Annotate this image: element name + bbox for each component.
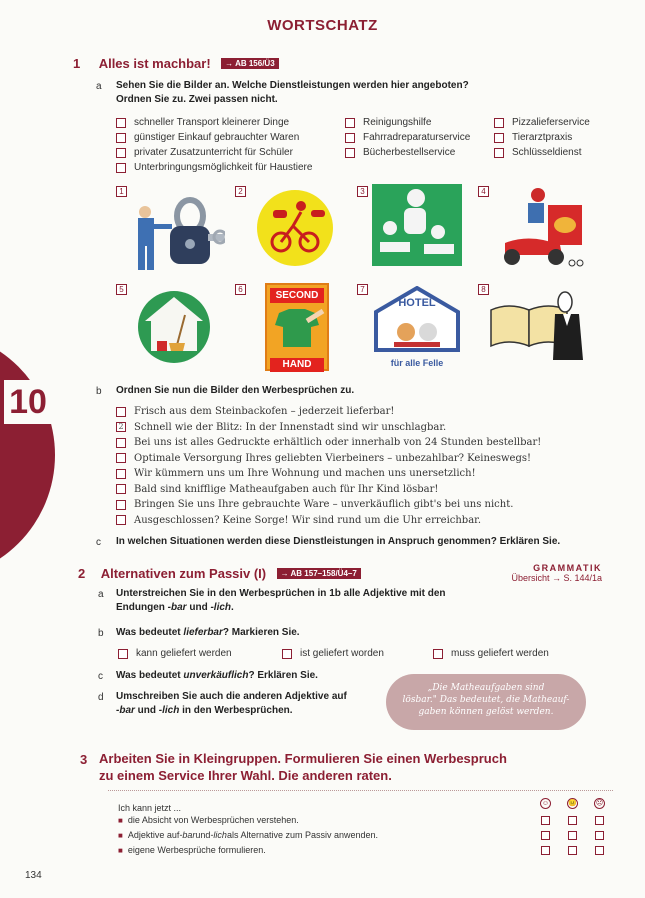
unit-number: 10 xyxy=(4,380,52,424)
self-check-item xyxy=(118,813,299,827)
book-service-illustration xyxy=(487,288,585,360)
text-part: . xyxy=(231,602,234,613)
text-part: und xyxy=(195,830,211,840)
checkbox[interactable] xyxy=(116,118,126,128)
unit-tab-shape xyxy=(0,330,55,580)
rating-checkbox[interactable] xyxy=(568,831,577,840)
grammar-head: GRAMMATIK xyxy=(533,563,602,573)
hotel-label: HOTEL xyxy=(398,297,436,309)
rating-checkbox[interactable] xyxy=(568,846,577,855)
text-part: Was bedeutet xyxy=(116,627,184,638)
keyword: unverkäuflich xyxy=(183,670,249,681)
slogan-text: Bald sind knifflige Matheaufgaben auch für Ihr Kind lösbar! xyxy=(134,483,439,495)
checkbox[interactable] xyxy=(116,133,126,143)
checkbox[interactable] xyxy=(345,133,355,143)
text-part: Adjektive auf xyxy=(127,830,180,840)
slogan-text: Schnell wie der Blitz: In der Innenstadt sind wir unschlagbar. xyxy=(134,421,447,433)
task-2d-letter: d xyxy=(98,692,104,703)
section-2-heading xyxy=(78,565,361,583)
option-label: Pizzalieferservice xyxy=(512,117,590,128)
answer-option[interactable] xyxy=(433,646,549,661)
option-item[interactable] xyxy=(116,145,312,160)
checkbox[interactable] xyxy=(494,118,504,128)
rating-checkbox[interactable] xyxy=(541,816,550,825)
text-part: als Alternative zum Passiv anwenden. xyxy=(226,830,379,840)
section-1-number: 1 xyxy=(73,56,81,71)
text-part: und xyxy=(134,705,159,716)
text-part: die Absicht von Werbesprüchen verstehen. xyxy=(127,815,299,825)
happy-face-icon: ☺ xyxy=(541,800,550,807)
rating-checkbox[interactable] xyxy=(541,831,550,840)
checkbox[interactable] xyxy=(116,163,126,173)
task-1b-question: Ordnen Sie nun die Bilder den Werbesprüchen zu. xyxy=(116,385,355,396)
slogan-checkbox[interactable] xyxy=(116,469,126,479)
example-speech-bubble xyxy=(386,674,586,730)
option-label: schneller Transport kleinerer Dinge xyxy=(134,117,290,128)
checkbox[interactable] xyxy=(118,649,128,659)
option-label: Schlüsseldienst xyxy=(512,147,582,158)
task-2a-line2 xyxy=(116,601,446,615)
task-1a-col2 xyxy=(345,115,470,160)
slogan-checkbox[interactable] xyxy=(116,515,126,525)
self-check-item xyxy=(118,828,378,842)
checkbox[interactable] xyxy=(494,133,504,143)
section-1-ref-badge: → AB 156/Ü3 xyxy=(221,58,279,69)
bullet-icon: ■ xyxy=(118,815,123,825)
self-check-item xyxy=(118,843,266,857)
image-number-box[interactable]: 1 xyxy=(116,186,127,197)
task-1a-question xyxy=(116,79,596,107)
image-number-box[interactable]: 6 xyxy=(235,284,246,295)
image-number-box[interactable]: 8 xyxy=(478,284,489,295)
rating-checkbox[interactable] xyxy=(595,816,604,825)
section-3-line1: Arbeiten Sie in Kleingruppen. Formulieren Sie einen Werbespruch xyxy=(99,751,507,766)
answer-option[interactable] xyxy=(282,646,384,661)
task-1c-question: In welchen Situationen werden diese Dienstleistungen in Anspruch genommen? Erklären Sie. xyxy=(116,536,561,547)
bike-courier-illustration xyxy=(253,188,338,268)
slogan-text: Bei uns ist alles Gedruckte erhältlich oder innerhalb von 24 Stunden bestellbar! xyxy=(134,437,542,449)
image-number-box[interactable]: 3 xyxy=(357,186,368,197)
suffix-bar: -bar xyxy=(116,705,135,716)
suffix-bar: -bar xyxy=(167,602,187,613)
sad-face-icon: ☹ xyxy=(595,800,604,807)
option-item[interactable] xyxy=(494,145,590,160)
suffix-lich: -lich xyxy=(210,602,232,613)
slogan-item[interactable] xyxy=(116,497,541,513)
neutral-face-icon: 😐 xyxy=(568,800,577,807)
answer-option[interactable] xyxy=(118,646,232,661)
pet-hotel-illustration xyxy=(374,286,460,366)
image-number-box[interactable]: 5 xyxy=(116,284,127,295)
option-item[interactable] xyxy=(345,130,470,145)
slogan-text: Bringen Sie uns Ihre gebrauchte Ware – unverkäuflich gibt's bei uns nicht. xyxy=(134,499,514,511)
bubble-line: lösbar." Das bedeutet, die Matheauf- xyxy=(402,695,570,705)
option-item[interactable] xyxy=(494,130,590,145)
page-number: 134 xyxy=(25,870,42,881)
task-1b-letter: b xyxy=(96,386,102,397)
task-1a-letter: a xyxy=(96,81,102,92)
slogan-text: Ausgeschlossen? Keine Sorge! Wir sind rund um die Uhr erreichbar. xyxy=(134,514,482,526)
slogan-checkbox[interactable] xyxy=(116,407,126,417)
bullet-icon: ■ xyxy=(118,830,123,840)
task-2b-question xyxy=(116,626,300,640)
task-2b-letter: b xyxy=(98,628,104,639)
option-label: privater Zusatzunterricht für Schüler xyxy=(134,147,293,158)
self-check-intro: Ich kann jetzt ... xyxy=(118,803,182,813)
task-1a-line2: Ordnen Sie zu. Zwei passen nicht. xyxy=(116,94,278,105)
cleaning-house-illustration xyxy=(133,285,215,363)
rating-checkbox[interactable] xyxy=(568,816,577,825)
image-number-box[interactable]: 4 xyxy=(478,186,489,197)
slogan-checkbox[interactable] xyxy=(116,438,126,448)
second-hand-sign xyxy=(265,283,329,371)
section-1-heading xyxy=(73,55,279,73)
option-item[interactable] xyxy=(494,115,590,130)
option-item[interactable] xyxy=(116,115,312,130)
pizza-delivery-illustration xyxy=(490,183,590,271)
slogan-item[interactable] xyxy=(116,420,541,436)
section-3-number: 3 xyxy=(80,752,88,767)
text-part: Was bedeutet xyxy=(116,670,184,681)
task-1a-line1: Sehen Sie die Bilder an. Welche Dienstleistungen werden hier angeboten? xyxy=(116,80,469,91)
task-2c-letter: c xyxy=(98,671,103,682)
option-label: ist geliefert worden xyxy=(300,648,384,659)
image-number-box[interactable]: 7 xyxy=(357,284,368,295)
slogan-checkbox[interactable] xyxy=(116,500,126,510)
task-2a-line1: Unterstreichen Sie in den Werbesprüchen in 1b alle Adjektive mit den xyxy=(116,588,446,599)
hand-label: HAND xyxy=(270,358,324,372)
slogan-text: Wir kümmern uns um Ihre Wohnung und machen uns unersetzlich! xyxy=(134,468,476,480)
checkbox[interactable] xyxy=(345,148,355,158)
bubble-line: „Die Matheaufgaben sind xyxy=(427,683,545,693)
slogan-text: Optimale Versorgung Ihres geliebten Vierbeiners – unbezahlbar? Keineswegs! xyxy=(134,452,532,464)
slogan-text: Frisch aus dem Steinbackofen – jederzeit lieferbar! xyxy=(134,406,395,418)
keyword: lieferbar xyxy=(183,627,223,638)
option-label: Fahrradreparaturservice xyxy=(363,132,471,143)
option-label: kann geliefert werden xyxy=(136,648,232,659)
option-item[interactable] xyxy=(345,145,470,160)
option-label: Tierarztpraxis xyxy=(512,132,573,143)
task-1a-col3 xyxy=(494,115,590,160)
second-label: SECOND xyxy=(270,288,324,303)
suffix-lich: -lich xyxy=(210,830,227,840)
rating-checkbox[interactable] xyxy=(541,846,550,855)
task-2a-question xyxy=(116,587,446,615)
tutoring-illustration xyxy=(372,184,462,266)
suffix-bar: -bar xyxy=(179,830,196,840)
task-2c-question xyxy=(116,669,318,683)
slogan-list xyxy=(116,404,541,528)
suffix-lich: -lich xyxy=(158,705,180,716)
option-label: günstiger Einkauf gebrauchter Waren xyxy=(134,132,300,143)
option-item[interactable] xyxy=(116,130,312,145)
option-label: Reinigungshilfe xyxy=(363,117,432,128)
rating-checkbox[interactable] xyxy=(595,846,604,855)
self-check-box xyxy=(108,790,613,865)
option-label: muss geliefert werden xyxy=(451,648,549,659)
slogan-item[interactable] xyxy=(116,404,541,420)
section-1-title: Alles ist machbar! xyxy=(98,56,211,71)
hotel-sub-label: für alle Felle xyxy=(390,358,444,368)
option-item[interactable] xyxy=(345,115,470,130)
tshirt-icon xyxy=(267,303,327,353)
task-1c-letter: c xyxy=(96,537,101,548)
text-part: eigene Werbesprüche formulieren. xyxy=(127,845,266,855)
image-number-box[interactable]: 2 xyxy=(235,186,246,197)
bullet-icon: ■ xyxy=(118,845,123,855)
checkbox[interactable] xyxy=(116,148,126,158)
text-part: Endungen xyxy=(116,602,168,613)
section-2-ref-badge: → AB 157–158/Ü4–7 xyxy=(277,568,361,579)
section-3-line2: zu einem Service Ihrer Wahl. Die anderen raten. xyxy=(99,768,392,783)
pet-hotel-house-icon xyxy=(374,286,460,352)
task-2a-letter: a xyxy=(98,589,104,600)
grammar-reference xyxy=(470,563,602,583)
checkbox[interactable] xyxy=(282,649,292,659)
section-2-title: Alternativen zum Passiv (I) xyxy=(100,566,267,581)
checkbox[interactable] xyxy=(345,118,355,128)
slogan-checkbox[interactable]: 2 xyxy=(116,422,126,432)
task-2d-line1: Umschreiben Sie auch die anderen Adjektive auf xyxy=(116,691,347,702)
locksmith-illustration xyxy=(130,196,225,274)
slogan-item[interactable] xyxy=(116,513,541,529)
option-item[interactable] xyxy=(116,160,312,175)
option-label: Bücherbestellservice xyxy=(363,147,456,158)
slogan-item[interactable] xyxy=(116,482,541,498)
section-3-title xyxy=(99,750,507,784)
page-title: WORTSCHATZ xyxy=(267,17,378,34)
grammar-link[interactable]: Übersicht → S. 144/1a xyxy=(511,573,602,583)
task-2d-line2 xyxy=(116,704,347,718)
task-2d-question xyxy=(116,690,347,718)
task-1a-col1 xyxy=(116,115,312,175)
slogan-item[interactable] xyxy=(116,435,541,451)
rating-checkbox[interactable] xyxy=(595,831,604,840)
checkbox[interactable] xyxy=(433,649,443,659)
text-part: in den Werbesprüchen. xyxy=(179,705,293,716)
slogan-checkbox[interactable] xyxy=(116,484,126,494)
section-2-number: 2 xyxy=(78,566,86,581)
slogan-item[interactable] xyxy=(116,466,541,482)
slogan-checkbox[interactable] xyxy=(116,453,126,463)
option-label: Unterbringungsmöglichkeit für Haustiere xyxy=(134,162,313,173)
text-part: ? Erklären Sie. xyxy=(248,670,318,681)
text-part: und xyxy=(186,602,211,613)
slogan-item[interactable] xyxy=(116,451,541,467)
checkbox[interactable] xyxy=(494,148,504,158)
bubble-line: gaben können gelöst werden. xyxy=(418,707,554,717)
text-part: ? Markieren Sie. xyxy=(222,627,300,638)
